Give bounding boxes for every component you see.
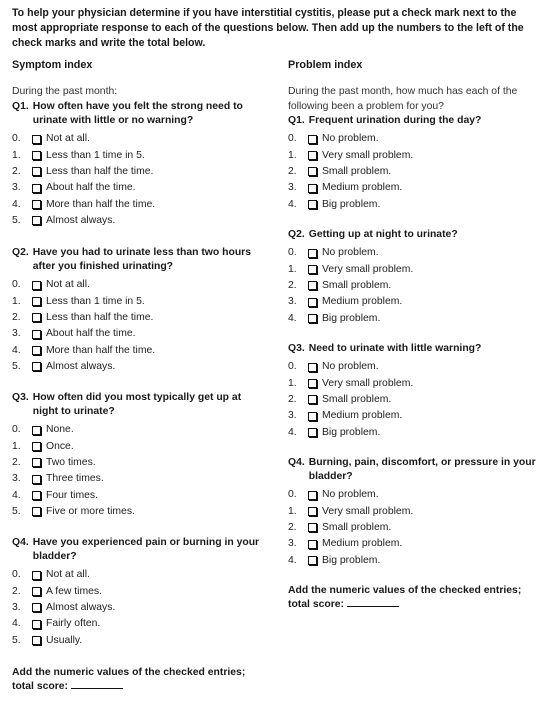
answer-option[interactable] [288, 278, 544, 294]
answer-option[interactable] [12, 616, 268, 632]
option-label: Four times. [46, 489, 98, 501]
option-label: More than half the time. [46, 198, 156, 210]
checkbox-icon[interactable] [32, 362, 41, 371]
option-label: Almost always. [46, 360, 116, 372]
option-value: 2. [12, 456, 21, 468]
answer-option[interactable] [12, 583, 268, 599]
question-text [12, 246, 268, 274]
option-value: 2. [288, 165, 297, 177]
answer-option[interactable] [288, 503, 544, 519]
checkbox-icon[interactable] [32, 167, 41, 176]
option-value: 1. [12, 149, 21, 161]
answer-option[interactable] [288, 520, 544, 536]
answer-option[interactable] [12, 342, 268, 358]
answer-option[interactable] [12, 358, 268, 374]
answer-option[interactable] [12, 422, 268, 438]
option-label: Not at all. [46, 279, 90, 291]
option-label: More than half the time. [46, 344, 156, 356]
question-body: Getting up at night to urinate? [308, 229, 458, 240]
option-label: Less than 1 time in 5. [46, 149, 145, 161]
problem-question-1 [288, 114, 544, 212]
option-label: Almost always. [46, 601, 116, 613]
answer-option[interactable] [12, 164, 268, 180]
option-label: Five or more times. [46, 505, 135, 517]
problem-question-3 [288, 342, 544, 440]
total-instruction: Add the numeric values of the checked entries; [12, 667, 246, 678]
option-value: 0. [288, 247, 297, 259]
option-label: Less than 1 time in 5. [46, 295, 145, 307]
option-label: Usually. [46, 634, 83, 646]
option-value: 3. [12, 328, 21, 340]
option-label: Big problem. [322, 426, 381, 438]
question-text [288, 342, 544, 356]
answer-option[interactable] [288, 131, 544, 147]
answer-option[interactable] [288, 552, 544, 568]
answer-option[interactable] [12, 567, 268, 583]
option-label: Very small problem. [322, 149, 414, 161]
answer-options [288, 359, 544, 440]
problem-index-title: Problem index [288, 59, 363, 71]
answer-option[interactable] [12, 147, 268, 163]
question-text [12, 391, 268, 419]
total-line [12, 680, 270, 694]
checkbox-icon[interactable] [32, 330, 41, 339]
option-value: 4. [12, 198, 21, 210]
option-value: 3. [288, 182, 297, 194]
question-body: Have you experienced pain or burning in your bladder? [32, 537, 260, 562]
answer-option[interactable] [288, 487, 544, 503]
option-label: Fairly often. [46, 618, 101, 630]
answer-option[interactable] [12, 196, 268, 212]
option-label: Big problem. [322, 312, 381, 324]
option-value: 3. [288, 296, 297, 308]
checkbox-icon[interactable] [308, 281, 317, 290]
option-label: Medium problem. [322, 296, 403, 308]
option-value: 5. [12, 634, 21, 646]
question-number: Q3. [12, 392, 29, 403]
option-value: 2. [288, 393, 297, 405]
total-label: total score: [288, 599, 345, 610]
checkbox-icon[interactable] [308, 135, 317, 144]
question-number: Q3. [288, 343, 305, 354]
option-value: 3. [12, 601, 21, 613]
option-value: 3. [12, 182, 21, 194]
option-value: 5. [12, 360, 21, 372]
symptom-question-4 [12, 536, 268, 648]
question-body: Burning, pain, discomfort, or pressure in your bladder? [308, 457, 536, 482]
checkbox-icon[interactable] [32, 620, 41, 629]
checkbox-icon[interactable] [308, 151, 317, 160]
option-label: Very small problem. [322, 377, 414, 389]
option-value: 2. [12, 165, 21, 177]
option-value: 3. [12, 473, 21, 485]
answer-option[interactable] [288, 164, 544, 180]
answer-option[interactable] [12, 632, 268, 648]
problem-question-2 [288, 228, 544, 326]
option-label: Not at all. [46, 569, 90, 581]
checkbox-icon[interactable] [32, 346, 41, 355]
answer-option[interactable] [288, 261, 544, 277]
problem-index-column [288, 56, 546, 610]
answer-option[interactable] [12, 131, 268, 147]
checkbox-icon[interactable] [308, 507, 317, 516]
question-text [288, 114, 544, 128]
checkbox-icon[interactable] [32, 216, 41, 225]
checkbox-icon[interactable] [32, 297, 41, 306]
option-label: Very small problem. [322, 263, 414, 275]
question-text [288, 456, 544, 484]
option-value: 1. [288, 149, 297, 161]
answer-option[interactable] [288, 424, 544, 440]
answer-option[interactable] [12, 212, 268, 228]
answer-option[interactable] [288, 375, 544, 391]
option-label: Medium problem. [322, 182, 403, 194]
option-label: Not at all. [46, 133, 90, 145]
question-text [12, 100, 268, 128]
option-label: No problem. [322, 247, 379, 259]
option-label: Medium problem. [322, 410, 403, 422]
checkbox-icon[interactable] [32, 426, 41, 435]
option-label: Small problem. [322, 521, 392, 533]
question-body: Frequent urination during the day? [308, 115, 482, 126]
question-body: How often have you felt the strong need to urinate with little or no warning? [32, 101, 243, 126]
checkbox-icon[interactable] [32, 151, 41, 160]
option-label: No problem. [322, 133, 379, 145]
answer-option[interactable] [288, 147, 544, 163]
question-body: Need to urinate with little warning? [308, 343, 482, 354]
option-value: 1. [288, 505, 297, 517]
option-value: 2. [288, 279, 297, 291]
question-text [288, 228, 544, 242]
answer-option[interactable] [288, 392, 544, 408]
checkbox-icon[interactable] [32, 281, 41, 290]
option-label: Small problem. [322, 279, 392, 291]
checkbox-icon[interactable] [32, 636, 41, 645]
option-label: Very small problem. [322, 505, 414, 517]
checkbox-icon[interactable] [308, 395, 317, 404]
option-value: 4. [288, 312, 297, 324]
problem-total-score [288, 584, 546, 612]
checkbox-icon[interactable] [32, 603, 41, 612]
answer-option[interactable] [12, 455, 268, 471]
total-score-field[interactable] [347, 606, 399, 607]
checkbox-icon[interactable] [32, 313, 41, 322]
answer-option[interactable] [288, 536, 544, 552]
checkbox-icon[interactable] [32, 475, 41, 484]
answer-option[interactable] [12, 600, 268, 616]
answer-options [12, 422, 268, 520]
checkbox-icon[interactable] [32, 200, 41, 209]
checkbox-icon[interactable] [32, 507, 41, 516]
checkbox-icon[interactable] [308, 200, 317, 209]
option-label: Big problem. [322, 198, 381, 210]
checkbox-icon[interactable] [32, 184, 41, 193]
symptom-question-1 [12, 100, 268, 229]
option-value: 0. [288, 489, 297, 501]
option-label: Three times. [46, 473, 104, 485]
answer-option[interactable] [12, 310, 268, 326]
question-number: Q2. [288, 229, 305, 240]
symptom-index-lead: During the past month: [12, 86, 118, 97]
option-value: 3. [288, 538, 297, 550]
answer-option[interactable] [12, 277, 268, 293]
answer-option[interactable] [288, 359, 544, 375]
option-value: 1. [288, 263, 297, 275]
answer-option[interactable] [288, 245, 544, 261]
option-value: 4. [12, 489, 21, 501]
option-label: Almost always. [46, 214, 116, 226]
checkbox-icon[interactable] [308, 412, 317, 421]
question-number: Q1. [288, 115, 305, 126]
answer-option[interactable] [288, 294, 544, 310]
question-number: Q1. [12, 101, 29, 112]
question-body: How often did you most typically get up at night to urinate? [32, 392, 242, 417]
option-value: 0. [288, 361, 297, 373]
checkbox-icon[interactable] [308, 265, 317, 274]
question-number: Q2. [12, 247, 29, 258]
option-value: 3. [288, 410, 297, 422]
option-value: 4. [288, 554, 297, 566]
checkbox-icon[interactable] [32, 571, 41, 580]
answer-option[interactable] [12, 293, 268, 309]
total-label: total score: [12, 681, 69, 692]
question-number: Q4. [288, 457, 305, 468]
checkbox-icon[interactable] [308, 363, 317, 372]
problem-question-4 [288, 456, 544, 568]
answer-options [288, 487, 544, 568]
answer-option[interactable] [12, 326, 268, 342]
option-value: 2. [288, 521, 297, 533]
option-value: 1. [12, 295, 21, 307]
checkbox-icon[interactable] [308, 314, 317, 323]
option-value: 4. [12, 344, 21, 356]
option-label: Small problem. [322, 165, 392, 177]
option-label: Two times. [46, 456, 96, 468]
question-body: Have you had to urinate less than two hours after you finished urinating? [32, 247, 251, 272]
symptom-index-column [12, 56, 270, 692]
answer-options [12, 567, 268, 648]
answer-option[interactable] [288, 180, 544, 196]
symptom-total-score [12, 666, 270, 694]
option-label: Medium problem. [322, 538, 403, 550]
checkbox-icon[interactable] [32, 491, 41, 500]
checkbox-icon[interactable] [32, 135, 41, 144]
checkbox-icon[interactable] [308, 556, 317, 565]
option-value: 1. [288, 377, 297, 389]
option-value: 5. [12, 214, 21, 226]
option-value: 4. [288, 426, 297, 438]
answer-option[interactable] [12, 438, 268, 454]
answer-option[interactable] [12, 180, 268, 196]
checkbox-icon[interactable] [308, 298, 317, 307]
answer-option[interactable] [12, 487, 268, 503]
option-label: None. [46, 424, 74, 436]
option-value: 5. [12, 505, 21, 517]
checkbox-icon[interactable] [308, 249, 317, 258]
option-label: Small problem. [322, 393, 392, 405]
answer-option[interactable] [288, 196, 544, 212]
option-label: Big problem. [322, 554, 381, 566]
answer-options [12, 277, 268, 375]
checkbox-icon[interactable] [308, 379, 317, 388]
option-label: No problem. [322, 361, 379, 373]
checkbox-icon[interactable] [308, 540, 317, 549]
option-value: 2. [12, 585, 21, 597]
answer-options [12, 131, 268, 229]
checkbox-icon[interactable] [32, 442, 41, 451]
checkbox-icon[interactable] [32, 587, 41, 596]
option-value: 0. [288, 133, 297, 145]
instructions: To help your physician determine if you have interstitial cystitis, please put a check mark next to the most appropriate response to each of the questions below. Then add up the numbers to the left of the check marks and write the total below. [12, 7, 524, 49]
checkbox-icon[interactable] [32, 458, 41, 467]
question-number: Q4. [12, 537, 29, 548]
answer-option[interactable] [288, 310, 544, 326]
answer-options [288, 245, 544, 326]
answer-options [288, 131, 544, 212]
answer-option[interactable] [12, 471, 268, 487]
option-value: 2. [12, 311, 21, 323]
problem-index-lead: During the past month, how much has each of the following been a problem for you? [288, 86, 518, 112]
symptom-question-2 [12, 246, 268, 375]
option-value: 4. [288, 198, 297, 210]
checkbox-icon[interactable] [308, 491, 317, 500]
option-label: Once. [46, 440, 74, 452]
option-value: 0. [12, 424, 21, 436]
option-label: No problem. [322, 489, 379, 501]
option-label: A few times. [46, 585, 103, 597]
option-label: Less than half the time. [46, 165, 154, 177]
total-line [288, 598, 546, 612]
question-text [12, 536, 268, 564]
option-label: About half the time. [46, 182, 136, 194]
symptom-question-3 [12, 391, 268, 520]
checkbox-icon[interactable] [308, 167, 317, 176]
option-value: 0. [12, 279, 21, 291]
checkbox-icon[interactable] [308, 523, 317, 532]
option-value: 4. [12, 618, 21, 630]
option-value: 1. [12, 440, 21, 452]
checkbox-icon[interactable] [308, 184, 317, 193]
option-value: 0. [12, 133, 21, 145]
answer-option[interactable] [288, 408, 544, 424]
checkbox-icon[interactable] [308, 428, 317, 437]
option-label: About half the time. [46, 328, 136, 340]
option-label: Less than half the time. [46, 311, 154, 323]
total-instruction: Add the numeric values of the checked entries; [288, 585, 522, 596]
answer-option[interactable] [12, 503, 268, 519]
option-value: 0. [12, 569, 21, 581]
symptom-index-title: Symptom index [12, 59, 93, 71]
total-score-field[interactable] [71, 688, 123, 689]
